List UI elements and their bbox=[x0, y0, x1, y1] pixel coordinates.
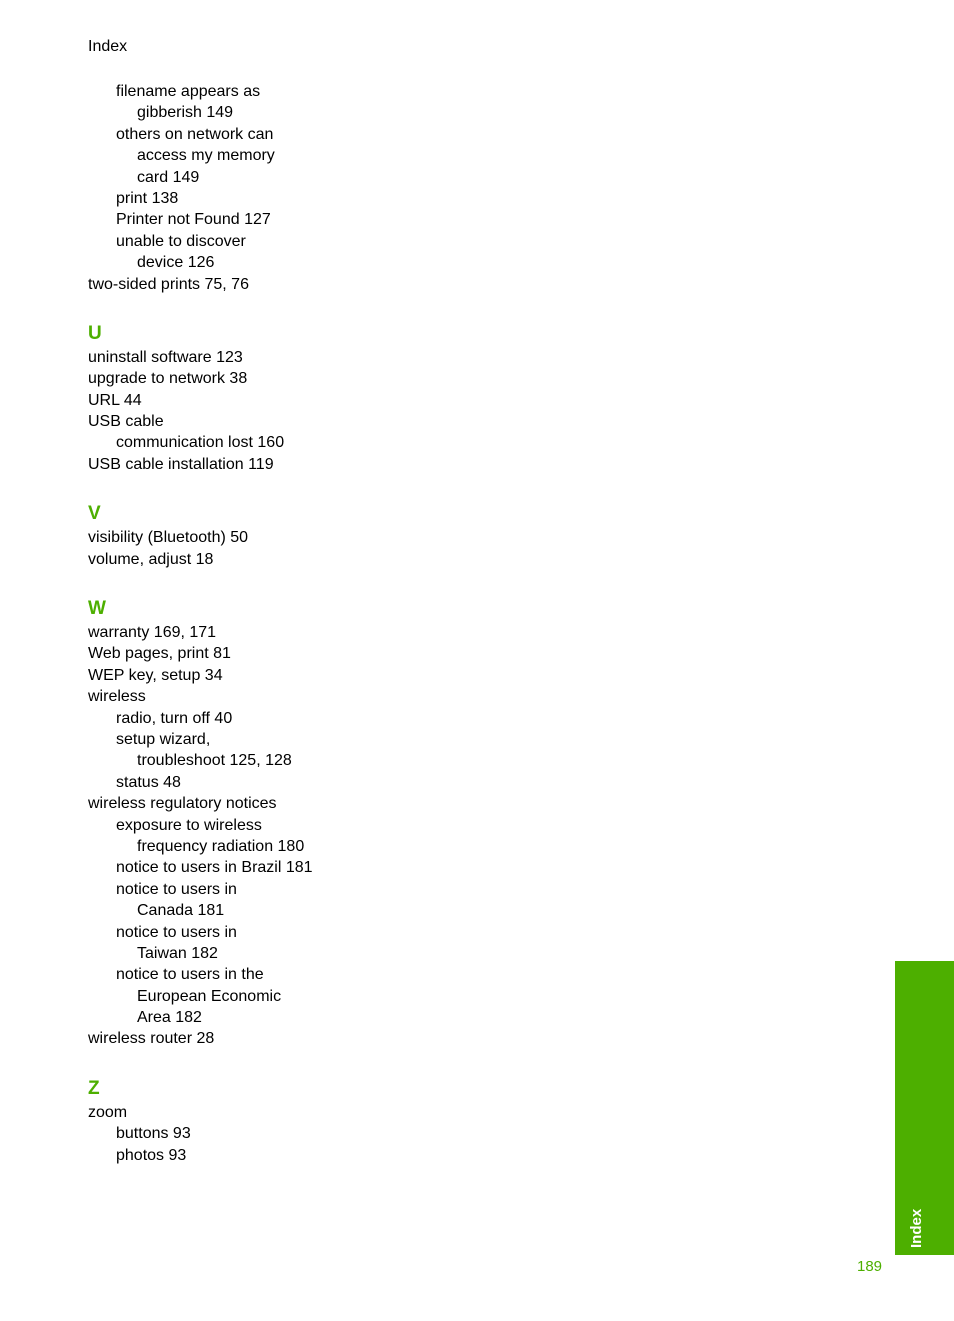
index-subentry: exposure to wireless bbox=[116, 816, 262, 834]
section-gap bbox=[88, 475, 508, 501]
index-subentry: print 138 bbox=[116, 189, 179, 207]
index-entry: USB cable bbox=[88, 413, 164, 431]
index-entry: two-sided prints 75, 76 bbox=[88, 275, 249, 293]
index-subentry: card 149 bbox=[137, 168, 200, 186]
section-gap bbox=[88, 295, 508, 321]
index-subentry: filename appears as bbox=[116, 83, 261, 100]
index-entry: zoom bbox=[88, 1103, 128, 1121]
index-entry: wireless router 28 bbox=[88, 1030, 215, 1048]
index-column bbox=[88, 81, 508, 1166]
index-entry: Web pages, print 81 bbox=[88, 645, 231, 663]
index-entry: wireless regulatory notices bbox=[88, 795, 277, 813]
index-subentry: troubleshoot 125, 128 bbox=[137, 752, 292, 770]
index-subentry: notice to users in the bbox=[116, 966, 264, 984]
index-entry: warranty 169, 171 bbox=[88, 624, 217, 642]
section-gap bbox=[88, 570, 508, 596]
index-subentry: European Economic bbox=[137, 987, 282, 1005]
index-subentry: buttons 93 bbox=[116, 1125, 191, 1143]
index-subentry: Printer not Found 127 bbox=[116, 211, 271, 229]
section-letter: Z bbox=[88, 1077, 100, 1099]
index-subentry: status 48 bbox=[116, 773, 181, 791]
index-entry: volume, adjust 18 bbox=[88, 550, 214, 568]
index-subentry: photos 93 bbox=[116, 1146, 187, 1164]
index-subentry: device 126 bbox=[137, 254, 215, 272]
index-entry: WEP key, setup 34 bbox=[88, 666, 223, 684]
index-subentry: others on network can bbox=[116, 125, 274, 143]
index-entry: USB cable installation 119 bbox=[88, 455, 274, 473]
index-entry: wireless bbox=[88, 688, 146, 706]
index-subentry: gibberish 149 bbox=[137, 104, 234, 122]
index-subentry: radio, turn off 40 bbox=[116, 709, 233, 727]
index-entry: upgrade to network 38 bbox=[88, 370, 248, 388]
index-entry: URL 44 bbox=[88, 391, 142, 409]
index-subentry: Taiwan 182 bbox=[137, 944, 218, 962]
side-tab-label: Index bbox=[908, 1208, 925, 1248]
index-subentry: unable to discover bbox=[116, 232, 246, 250]
index-subentry: access my memory bbox=[137, 147, 275, 165]
index-subentry: notice to users in bbox=[116, 880, 237, 898]
index-subentry: notice to users in bbox=[116, 923, 237, 941]
section-gap bbox=[88, 1050, 508, 1076]
index-subentry: communication lost 160 bbox=[116, 434, 285, 452]
index-subentry: Canada 181 bbox=[137, 902, 225, 920]
page-number: 189 bbox=[857, 1258, 883, 1275]
index-subentry: setup wizard, bbox=[116, 730, 211, 748]
index-subentry: frequency radiation 180 bbox=[137, 837, 305, 855]
index-entry: visibility (Bluetooth) 50 bbox=[88, 529, 249, 547]
index-subentry: Area 182 bbox=[137, 1009, 202, 1027]
index-subentry: notice to users in Brazil 181 bbox=[116, 859, 313, 877]
running-header: Index bbox=[88, 38, 128, 55]
section-letter: V bbox=[88, 503, 101, 525]
section-letter: U bbox=[88, 322, 102, 344]
index-entry: uninstall software 123 bbox=[88, 348, 243, 366]
section-letter: W bbox=[88, 598, 106, 620]
